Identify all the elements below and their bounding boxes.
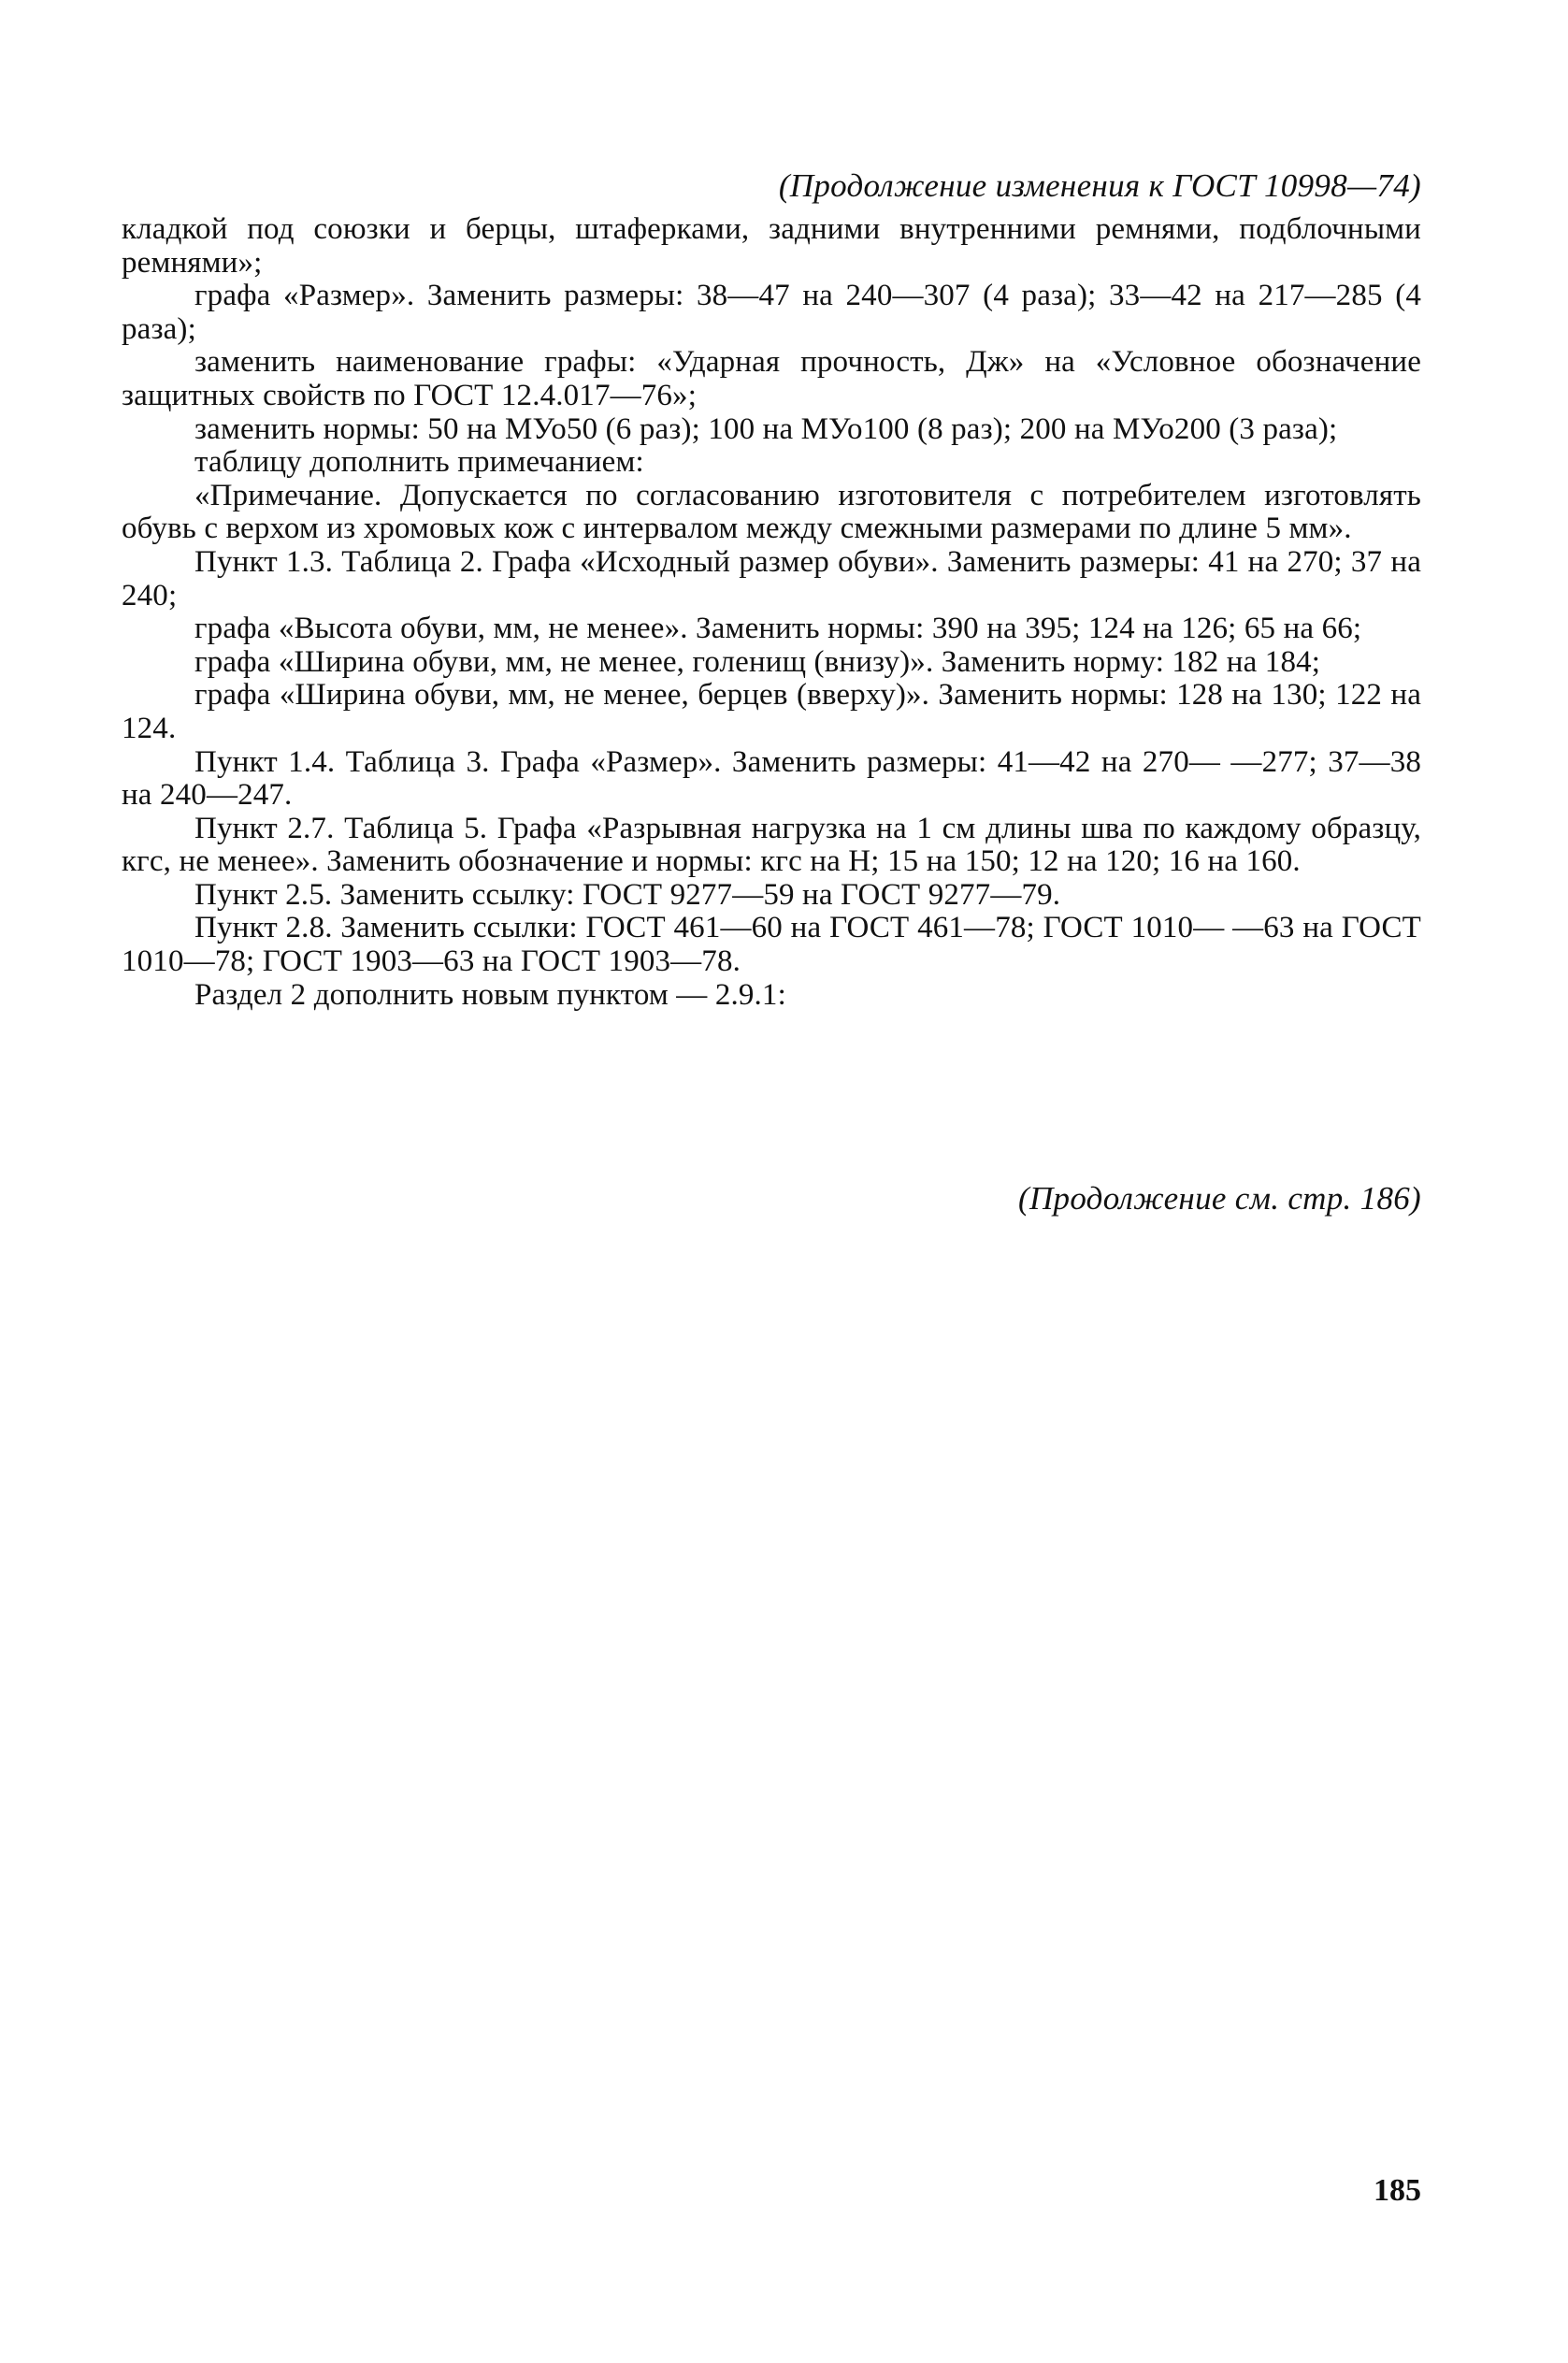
- paragraph: Пункт 2.7. Таблица 5. Графа «Разрывная нагрузка на 1 см длины шва по каждому образцу, кгс, не менее». Заменить обозначение и нормы: кгс на Н; 15 на 150; 12 на 120; 16 на 160.: [122, 811, 1421, 879]
- paragraph: заменить наименование графы: «Ударная прочность, Дж» на «Условное обозначение защитных свойств по ГОСТ 12.4.017—76»;: [122, 345, 1421, 412]
- body-text: [122, 213, 1421, 1012]
- paragraph: графа «Размер». Заменить размеры: 38—47 на 240—307 (4 раза); 33—42 на 217—285 (4 раза);: [122, 279, 1421, 346]
- note-paragraph: «Примечание. Допускается по согласованию изготовителя с потребителем изготовлять обувь с верхом из хромовых кож с интервалом между смежными размерами по длине 5 мм».: [122, 478, 1421, 546]
- paragraph: графа «Ширина обуви, мм, не менее, голенищ (внизу)». Заменить норму: 182 на 184;: [194, 644, 1321, 679]
- paragraph: Пункт 1.4. Таблица 3. Графа «Размер». Заменить размеры: 41—42 на 270— —277; 37—38 на 240—247.: [122, 744, 1421, 813]
- paragraph: графа «Высота обуви, мм, не менее». Заменить нормы: 390 на 395; 124 на 126; 65 на 66;: [194, 612, 1362, 646]
- paragraph: Пункт 2.5. Заменить ссылку: ГОСТ 9277—59 на ГОСТ 9277—79.: [194, 877, 1061, 912]
- running-header: (Продолжение изменения к ГОСТ 10998—74): [778, 167, 1421, 204]
- paragraph: кладкой под союзки и берцы, штаферками, задними внутренними ремнями, подблочными ремнями»;: [122, 212, 1421, 280]
- paragraph: графа «Ширина обуви, мм, не менее, берцев (вверху)». Заменить нормы: 128 на 130; 122 на 124.: [122, 678, 1421, 745]
- paragraph: Пункт 1.3. Таблица 2. Графа «Исходный размер обуви». Заменить размеры: 41 на 270; 37 на 240;: [122, 544, 1421, 612]
- paragraph: Раздел 2 дополнить новым пунктом — 2.9.1:: [194, 977, 786, 1012]
- continuation-note: (Продолжение см. стр. 186): [1018, 1180, 1421, 1217]
- page-number: 185: [1374, 2173, 1421, 2208]
- paragraph: Пункт 2.8. Заменить ссылки: ГОСТ 461—60 на ГОСТ 461—78; ГОСТ 1010— —63 на ГОСТ 1010—78; ГОСТ 1903—63 на ГОСТ 1903—78.: [122, 911, 1421, 979]
- paragraph: таблицу дополнить примечанием:: [194, 445, 644, 480]
- paragraph: заменить нормы: 50 на МУо50 (6 раз); 100 на МУо100 (8 раз); 200 на МУо200 (3 раза);: [194, 411, 1338, 446]
